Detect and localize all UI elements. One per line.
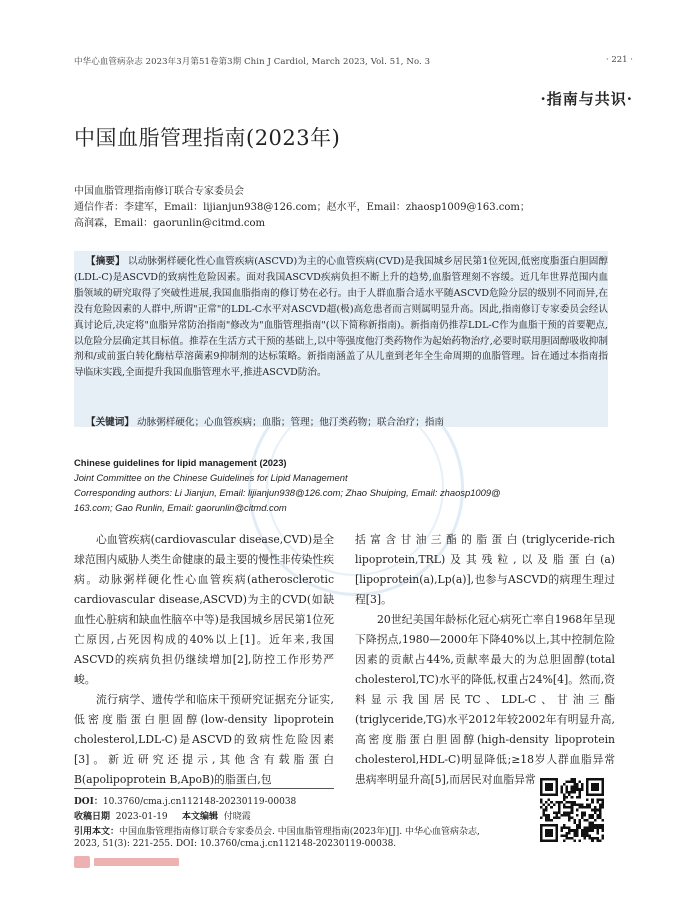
journal-logo-icon xyxy=(74,853,184,871)
body-paragraph: 流行病学、遗传学和临床干预研究证据充分证实,低密度脂蛋白胆固醇(low-density lipoprotein cholesterol,LDL-C)是ASCVD的致病性危险因素[3]。新近研究还提示,其他含有载脂蛋白B(apolipoprotein B,ApoB)的脂蛋白,包 xyxy=(74,693,334,786)
corresponding-authors-line-1: 通信作者：李建军，Email：lijianjun938@126.com；赵水平，Email：zhaosp1009@163.com； xyxy=(74,202,530,213)
citation-label: 引用本文： xyxy=(74,827,120,837)
citation-text-1: 中国血脂管理指南修订联合专家委员会. 中国血脂管理指南(2023年)[J]. 中华心血管病杂志, xyxy=(119,827,480,837)
doi-value[interactable]: 10.3760/cma.j.cn112148-20230119-00038 xyxy=(102,797,297,807)
english-committee: Joint Committee on the Chinese Guidelines for Lipid Management xyxy=(74,472,348,483)
article-title: 中国血脂管理指南(2023年) xyxy=(74,126,341,150)
section-label: ·指南与共识· xyxy=(540,90,633,108)
keywords-label: 【关键词】 xyxy=(86,417,134,428)
citation-line-1 xyxy=(74,824,480,837)
corresponding-authors-line-2: 高润霖，Email：gaorunlin@citmd.com xyxy=(74,218,266,229)
received-label: 收稿日期 xyxy=(74,812,111,822)
footnote-rule xyxy=(74,788,334,789)
english-corresponding-2: 163.com; Gao Runlin, Email: gaorunlin@citmd.com xyxy=(74,502,287,513)
body-paragraph: 括富含甘油三酯的脂蛋白(triglyceride-rich lipoprotein,TRL)及其残粒,以及脂蛋白(a)[lipoprotein(a),Lp(a)],也参与ASCVD的病理生理过程[3]。 xyxy=(355,533,615,606)
received-date: 2023-01-19 xyxy=(115,812,168,822)
english-corresponding-1: Corresponding authors: Li Jianjun, Email: lijianjun938@126.com; Zhao Shuiping, Email: zhaosp1009@ xyxy=(74,487,501,498)
abstract-label: 【摘要】 xyxy=(86,256,125,267)
abstract-text: 以动脉粥样硬化性心血管疾病(ASCVD)为主的心血管疾病(CVD)是我国城乡居民第1位死因,低密度脂蛋白胆固醇(LDL-C)是ASCVD的致病性危险因素。面对我国ASCVD疾病负担不断上升的趋势,血脂管理刻不容缓。近几年世界范围内血脂领域的研究取得了突破性进展,我国血脂指南的修订势在必行。由于人群血脂合适水平随ASCVD危险分层的级别不同而异,在没有危险因素的人群中,所谓"正常"的LDL-C水平对ASCVD超(极)高危患者而言则属明显升高。因此,指南修订专家委员会经认真讨论后,决定将"血脂异常防治指南"修改为"血脂管理指南"(以下简称新指南)。新指南仍推荐LDL-C作为血脂干预的首要靶点,以危险分层确定其目标值。推荐在生活方式干预的基础上,以中等强度他汀类药物作为起始药物治疗,必要时联用胆固醇吸收抑制剂和/或前蛋白转化酶枯草溶菌素9抑制剂的达标策略。新指南涵盖了从儿童到老年全生命周期的血脂管理。旨在通过本指南指导临床实践,全面提升我国血脂管理水平,推进ASCVD防治。 xyxy=(74,256,608,379)
body-right-column xyxy=(355,530,615,790)
body-paragraph: 心血管疾病(cardiovascular disease,CVD)是全球范围内威胁人类生命健康的最主要的慢性非传染性疾病。动脉粥样硬化性心血管疾病(atherosclerotic cardiovascular disease,ASCVD)为主的CVD(如缺血性心脏病和缺血性脑卒中等)是我国城乡居民第1位死亡原因,占死因构成的40%以上[1]。近年来,我国ASCVD的疾病负担仍继续增加[2],防控工作形势严峻。 xyxy=(74,533,334,686)
editor-label: 本文编辑 xyxy=(181,812,218,822)
keywords-text: 动脉粥样硬化；心血管疾病；血脂；管理；他汀类药物；联合治疗；指南 xyxy=(137,417,445,428)
page-number: · 221 · xyxy=(605,55,633,65)
qr-code-icon[interactable] xyxy=(540,778,604,842)
received-line xyxy=(74,809,251,822)
abstract xyxy=(74,254,608,381)
body-left-column xyxy=(74,530,334,790)
citation-line-2: 2023, 51(3): 221-255. DOI: 10.3760/cma.j.cn112148-20230119-00038. xyxy=(74,839,397,849)
keywords xyxy=(86,414,606,428)
doi-label: DOI： xyxy=(74,797,103,807)
running-header: 中华心血管病杂志 2023年3月第51卷第3期 Chin J Cardiol, March 2023, Vol. 51, No. 3 xyxy=(74,57,431,67)
editor-name: 付晓霞 xyxy=(223,812,251,822)
doi-line xyxy=(74,794,296,807)
english-title: Chinese guidelines for lipid management (2023) xyxy=(74,457,287,468)
body-paragraph: 20世纪美国年龄标化冠心病死亡率自1968年呈现下降拐点,1980—2000年下降40%以上,其中控制危险因素的贡献占44%,贡献率最大的为总胆固醇(total cholesterol,TC)水平的降低,权重占24%[4]。然而,资料显示我国居民TC、LDL-C、甘油三酯(triglyceride,TG)水平2012年较2002年有明显升高,高密度脂蛋白胆固醇(high-density lipoprotein cholesterol,HDL-C)明显降低;≥18岁人群血脂异常患病率明显升高[5],而居民对血脂异常 xyxy=(355,613,615,786)
author-committee: 中国血脂管理指南修订联合专家委员会 xyxy=(74,186,244,197)
